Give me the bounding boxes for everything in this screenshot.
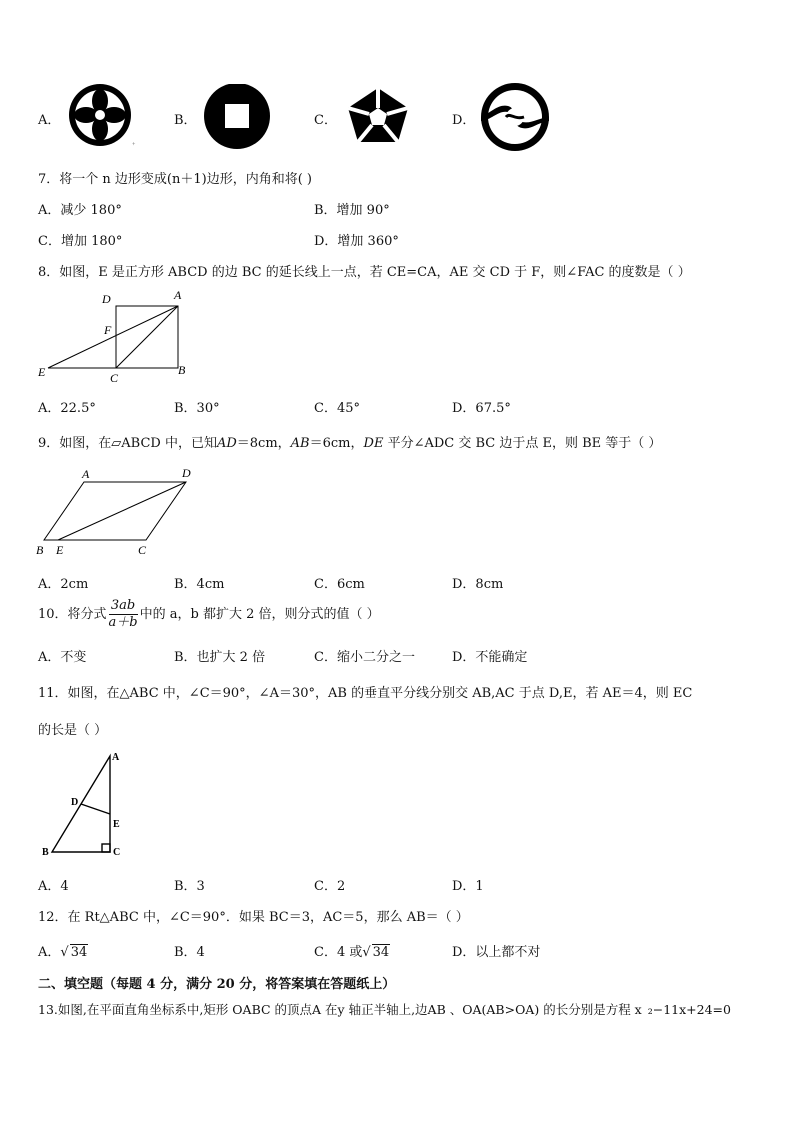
q6-option-c-label[interactable]: C． [314,113,337,128]
q11-label-a: A [112,752,120,763]
q11-right-triangle-figure [38,748,138,862]
q9-label-c: C [138,543,147,557]
q10-stem: 10．将分式 $\frac{3ab}{a+b}$ 中的 a，b 都扩大 2 倍，则分式的值（ ） [38,598,380,630]
q11-option-c[interactable]: C．2 [314,879,346,894]
q11-stem-line2: 的长是（ ） [38,723,108,738]
q8-option-a[interactable]: A．22.5° [38,401,96,416]
section-title: 二、填空题（每题 4 分，满分 20 分，将答案填在答题纸上） [38,977,396,992]
q11-option-b[interactable]: B．3 [174,879,205,894]
q10-option-b[interactable]: B．也扩大 2 倍 [174,650,266,665]
q12-option-c[interactable]: C．4 或√ 34 [314,945,390,960]
q9-option-a[interactable]: A．2cm [38,577,89,592]
svg-text:+: + [132,142,136,148]
square-hole-coin-figure [202,84,272,150]
q8-label-a: A [174,288,182,302]
q12-option-d[interactable]: D．以上都不对 [452,945,541,960]
q10-option-d[interactable]: D．不能确定 [452,650,528,665]
q11-option-d[interactable]: D．1 [452,879,484,894]
q11-label-c: C [113,847,121,858]
q7-stem: 7．将一个 n 边形变成(n＋1)边形，内角和将( ) [38,172,312,187]
q11-stem-line1: 11．如图，在△ABC 中，∠C＝90°，∠A＝30°，AB 的垂直平分线分别交 AB,AC 于点 D,E，若 AE＝4，则 EC [38,686,693,701]
q10-option-a[interactable]: A．不变 [38,650,87,665]
q7-option-d[interactable]: D．增加 360° [314,234,399,249]
four-petal-circle-figure [66,84,138,150]
q8-option-b[interactable]: B．30° [174,401,220,416]
q9-label-d: D [182,466,191,480]
pentagon-star-figure [342,84,414,150]
q6-option-a-label[interactable]: A． [38,113,61,128]
sqrt-symbol-icon: √ [60,945,69,960]
q11-label-b: B [42,847,49,858]
q8-option-d[interactable]: D．67.5° [452,401,511,416]
q8-label-f: F [104,323,112,337]
sqrt-symbol-icon: √ [362,945,371,960]
q9-option-c[interactable]: C．6cm [314,577,365,592]
q6-option-b-label[interactable]: B． [174,113,197,128]
q12-option-a[interactable]: A．√ 34 [38,945,88,960]
q9-label-b: B [36,543,44,557]
q8-square-figure [36,284,196,388]
q12-option-b[interactable]: B．4 [174,945,205,960]
q8-label-d: D [102,292,111,306]
q7-option-a[interactable]: A．减少 180° [38,203,122,218]
q11-label-e: E [113,819,120,830]
q9-option-b[interactable]: B．4cm [174,577,225,592]
q10-option-c[interactable]: C．缩小二分之一 [314,650,415,665]
q9-stem: 9．如图，在▱ABCD 中，已知AD＝8cm，AB＝6cm，DE 平分∠ADC 交 BC 边于点 E，则 BE 等于（ ） [38,436,662,451]
q13-stem: 13.如图,在平面直角坐标系中,矩形 OABC 的顶点A 在y 轴正半轴上,边AB 、OA(AB>OA) 的长分别是方程 x ₂−11x+24=0 [38,1002,731,1017]
q11-option-a[interactable]: A．4 [38,879,69,894]
q8-option-c[interactable]: C．45° [314,401,360,416]
q12-stem: 12．在 Rt△ABC 中，∠C＝90°．如果 BC＝3，AC＝5，那么 AB＝（ ） [38,910,469,925]
q7-option-b[interactable]: B．增加 90° [314,203,390,218]
q10-fraction: $\frac{3ab}{a+b}$ [108,598,138,630]
q7-option-c[interactable]: C．增加 180° [38,234,123,249]
q9-parallelogram-figure [34,464,204,562]
q9-option-d[interactable]: D．8cm [452,577,504,592]
q9-label-a: A [82,467,90,481]
q9-label-e: E [56,543,64,557]
q8-label-c: C [110,371,119,385]
q8-label-e: E [38,365,46,379]
q6-option-d-label[interactable]: D． [452,113,476,128]
q8-stem: 8．如图，E 是正方形 ABCD 的边 BC 的延长线上一点，若 CE=CA，AE 交 CD 于 F，则∠FAC 的度数是（ ） [38,265,691,280]
q8-label-b: B [178,363,186,377]
wave-circle-figure [480,82,552,152]
q11-label-d: D [71,797,79,808]
